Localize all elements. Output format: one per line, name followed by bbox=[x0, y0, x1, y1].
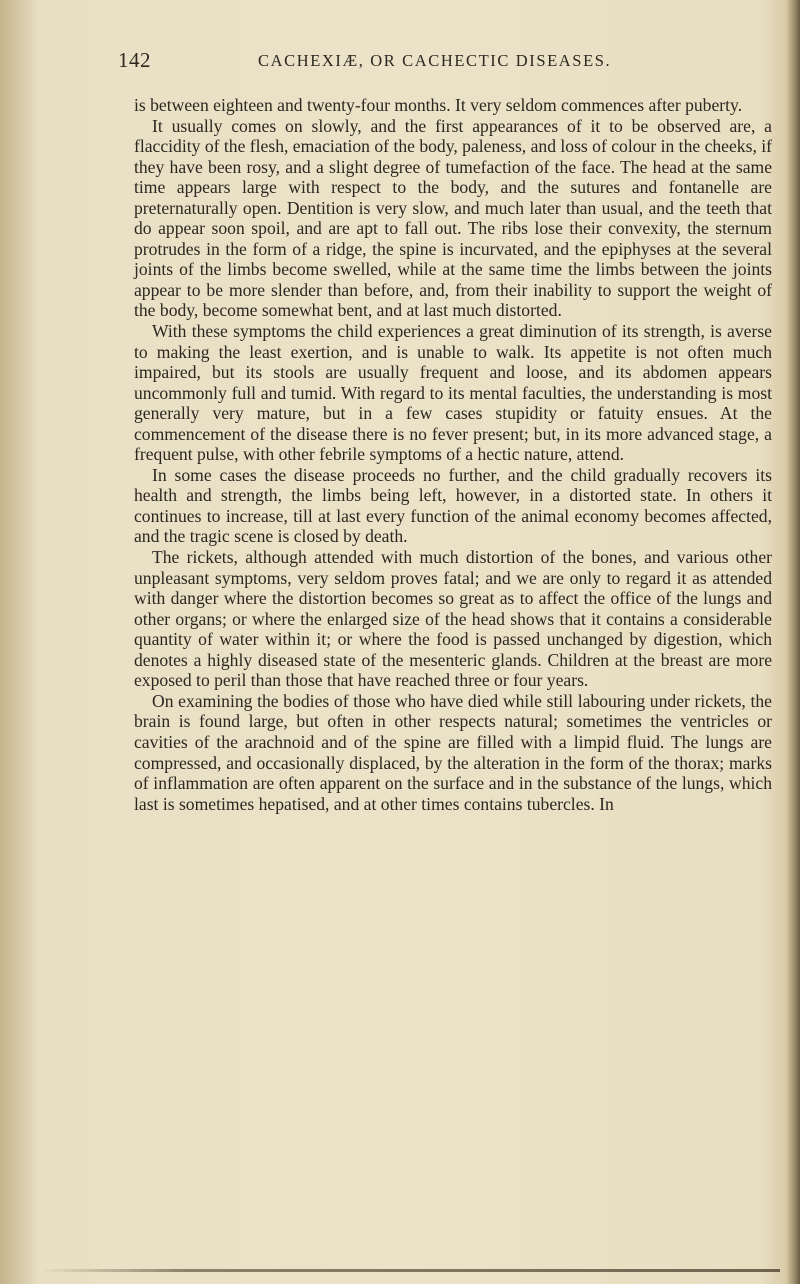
book-spine-shadow bbox=[786, 0, 800, 1284]
paragraph-symptoms: With these symptoms the child experiences a great diminution of its strength, is averse to making the least exertion, and is unable to walk. Its appetite is not often much impaired, but its stools are usually frequent and loose, and its abdomen appears uncommonly full and tumid. With regard to its mental faculties, the understanding is most generally very mature, but in a few cases stupidity or fatuity ensues. At the commencement of the disease there is no fever present; but, in its more advanced stage, a frequent pulse, with other febrile symptoms of a hectic nature, attend. bbox=[134, 321, 772, 465]
paragraph-outcomes: In some cases the disease proceeds no further, and the child gradually recovers its health and strength, the limbs being left, however, in a distorted state. In others it continues to increase, till at last every function of the animal economy becomes affected, and the tragic scene is closed by death. bbox=[134, 464, 772, 547]
paragraph-autopsy: On examining the bodies of those who have died while still labouring under rickets, the brain is found large, but often in other respects natural; sometimes the ventricles or cavities of the arachnoid and of the spine are filled with a limpid fluid. The lungs are compressed, and occasionally displaced, by the alteration in the form of the thorax; marks of inflammation are often apparent on the surface and in the substance of the lungs, which last is sometimes hepatised, and at other times contains tubercles. In bbox=[134, 690, 772, 814]
paragraph-prognosis: The rickets, although attended with much distortion of the bones, and various other unpleasant symptoms, very seldom proves fatal; and we are only to regard it as attended with danger where the distortion becomes so great as to affect the office of the lungs and other organs; or where the enlarged size of the head shows that it contains a considerable quantity of water within it; or where the food is passed unchanged by digestion, which denotes a highly diseased state of the mesenteric glands. Children at the breast are more exposed to peril than those that have reached three or four years. bbox=[134, 547, 772, 691]
running-head: CACHEXIÆ, OR CACHECTIC DISEASES. bbox=[258, 51, 612, 70]
page-bottom-edge bbox=[40, 1269, 780, 1272]
page-edge-stain bbox=[0, 0, 40, 1284]
page-number: 142 bbox=[118, 48, 151, 72]
body-text bbox=[134, 95, 772, 814]
page-header bbox=[118, 48, 708, 78]
paragraph-continuation: is between eighteen and twenty-four months. It very seldom commences after puberty. bbox=[134, 95, 743, 115]
paragraph-onset: It usually comes on slowly, and the first appearances of it to be observed are, a flaccidity of the flesh, emaciation of the body, paleness, and loss of colour in the cheeks, if they have been rosy, and a slight degree of tumefaction of the face. The head at the same time appears large with respect to the body, and the sutures and fontanelle are preternaturally open. Dentition is very slow, and much later than usual, and the teeth that do appear soon spoil, and are apt to fall out. The ribs lose their convexity, the sternum protrudes in the form of a ridge, the spine is incurvated, and the epiphyses at the several joints of the limbs become swelled, while at the same time the limbs between the joints appear to be more slender than before, and, from their inability to support the weight of the body, become somewhat bent, and at last much distorted. bbox=[134, 115, 772, 321]
